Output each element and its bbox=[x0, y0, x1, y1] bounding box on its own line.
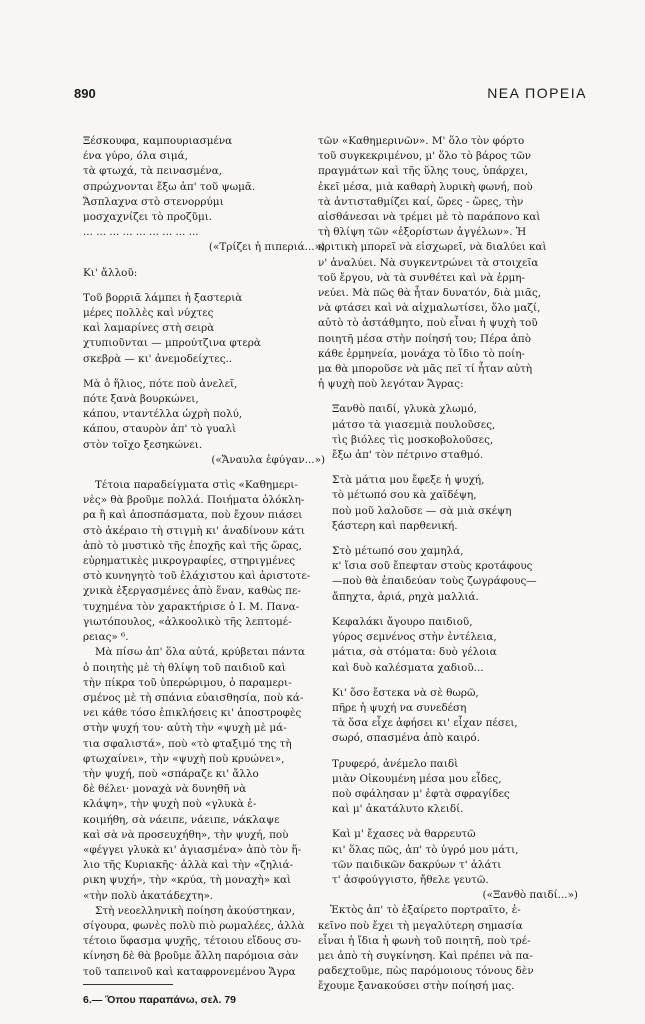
text-line: πῆρε ἡ ψυχή να συνεδέση bbox=[332, 701, 467, 714]
text-line: εἶναι ἡ ἴδια ἡ φωνὴ τοῦ ποιητῆ, ποὺ τρέ- bbox=[318, 934, 531, 947]
line-gap bbox=[318, 747, 586, 757]
text-line: Καὶ μ' ἔχασες νὰ θαρρευτῶ bbox=[332, 828, 476, 841]
text-line: Μὰ ὁ ἥλιος, πότε ποὺ ἀνελεῖ, bbox=[83, 377, 238, 390]
text-line: ἔξω ἀπ' τὸν πέτρινο σταθμό. bbox=[332, 449, 484, 462]
text-line: κι' ὅλας πῶς, ἀπ' τὸ ὑγρό μου μάτι, bbox=[332, 843, 519, 856]
text-line: Κι' ὅσο ἔστεκα νὰ σὲ θωρῶ, bbox=[332, 686, 479, 699]
text-line: κλάψη», τὴν ψυχὴ ποὺ «γλυκὰ ἐ- bbox=[83, 798, 257, 811]
text-line: ρειας» ⁶. bbox=[83, 631, 129, 644]
text-line: τὸ μέτωπό σου κὰ χαϊδέψη, bbox=[332, 489, 477, 502]
text-line: Ἐκτὸς ἀπ' τὸ ἐξαίρετο πορτραῖτο, ἐ- bbox=[330, 904, 521, 917]
text-line: κίνηση δὲ θὰ βροῦμε ἄλλη παρόμοια σὰν bbox=[83, 950, 299, 963]
text-line: καὶ σὰ νὰ προσευχήθη», τὴν ψυχή, ποὺ bbox=[83, 828, 289, 841]
text-line: στὸ ἀκέραιο τὴ στιγμὴ κι' ἀναδίνουν κάτι bbox=[83, 524, 305, 537]
text-line: ν' ἀναλύει. Νὰ συγκεντρώνει τὰ στοιχεῖα bbox=[318, 256, 539, 269]
journal-title: ΝΕΑ ΠΟΡΕΙΑ bbox=[487, 85, 587, 101]
text-line: χνικὰ ἐξεργασμένες ἀπὸ ἕναν, καθὼς πε- bbox=[83, 585, 301, 598]
page-number: 890 bbox=[74, 86, 96, 101]
line-gap bbox=[83, 468, 333, 478]
text-line: εὐρηματικὲς μικρογραφίες, στηριγμένες bbox=[83, 555, 296, 568]
text-line: νὰ φτάσει καὶ νὰ αἰχμαλωτίσει, ὅλο μαζί, bbox=[318, 302, 541, 315]
text-line: Στὴ νεοελληνικὴ ποίηση ἀκούστηκαν, bbox=[95, 904, 296, 917]
text-line: Ἄσπλαχνα στὸ στενορρύμι bbox=[83, 195, 224, 208]
text-line: κάθε ἑρμηνεία, μονάχα τὸ ἴδιο τὸ ποίη- bbox=[318, 347, 525, 360]
text-line: σμένος μὲ τὴ σπάνια εὐαισθησία, ποὺ κά- bbox=[83, 691, 304, 704]
text-line: Ξανθὸ παιδί, γλυκὰ χλωμό, bbox=[332, 403, 477, 416]
text-line: «τὴν πολὺ ἀκατάδεχτη». bbox=[83, 889, 214, 902]
text-line: στὸν τοῖχο ξεσηκώνει. bbox=[83, 438, 203, 451]
text-line: τ' ἀσφούγγιστο, ἤθελε γευτῶ. bbox=[332, 873, 489, 886]
text-line: Μὰ πίσω ἀπ' ὅλα αὐτά, κρύβεται πάντα bbox=[95, 646, 305, 659]
text-line: μει ἀπὸ τὴ συγκίνηση. Καὶ πρέπει νὰ πα- bbox=[318, 949, 533, 962]
text-line: τὴ θλίψη τῶν «ἐξορίστων ἀγγέλων». Ἡ bbox=[318, 226, 527, 239]
page-header bbox=[74, 86, 587, 108]
text-line: σπρώχνονται ἔξω ἀπ' τοῦ ψωμᾶ. bbox=[83, 180, 256, 193]
text-line: Στὸ μέτωπό σου χαμηλά, bbox=[332, 545, 464, 558]
text-line: πραγμάτων καὶ τῆς ὕλης τους, ὑπάρχει, bbox=[318, 165, 529, 178]
text-line: ένα γύρο, όλα σιμά, bbox=[83, 150, 188, 163]
footnote-rule bbox=[83, 984, 173, 985]
text-line: ... ... ... ... ... ... ... ... ... bbox=[83, 226, 199, 239]
text-line: τὰ φτωχά, τὰ πεινασμένα, bbox=[83, 165, 223, 178]
text-line: («Ἄναυλα ἐφύγαν...») bbox=[211, 453, 325, 466]
text-line: τὰ ἀντισταθμίζει καί, ὥρες - ὥρες, τὴν bbox=[318, 195, 524, 208]
text-line: ἐκεῖ μέσα, μιὰ καθαρὴ λυρικὴ φωνή, ποὺ bbox=[318, 180, 533, 193]
text-line: σίγουρα, φωνὲς πολὺ πιὸ ρωμαλέες, ἀλλὰ bbox=[83, 919, 305, 932]
text-line: Τρυφερό, ἀνέμελο παιδὶ bbox=[332, 757, 459, 770]
text-line: «φέγγει γλυκὰ κι' ἁγιασμένα» ἀπὸ τὸν ἥ- bbox=[83, 843, 302, 856]
text-line: ποιητῆ μέσα στὴν ποίησή του; Πέρα ἀπὸ bbox=[318, 332, 531, 345]
text-line: κοιμήθη, σὰ νάειπε, νάειπε, νάκλαψε bbox=[83, 813, 280, 826]
text-line: χτυπιοῦνται — μπρούτζινα φτερὰ bbox=[83, 337, 261, 350]
footnote: 6.— Ὅπου παραπάνω, σελ. 79 bbox=[83, 994, 236, 1006]
right-column bbox=[318, 134, 586, 995]
text-line: γιωτόπουλος, «ἀλκοολικὸ τῆς λεπτομέ- bbox=[83, 615, 292, 628]
text-line: μάτσο τὰ γιασεμιὰ πουλοῦσες, bbox=[332, 418, 496, 431]
text-line: τοῦ ταπεινοῦ καὶ καταφρονεμένου Ἄγρα bbox=[83, 965, 296, 978]
text-line: μιὰν Οἰκουμένη μέσα μου εἶδες, bbox=[332, 772, 502, 785]
text-line: τὴν πίκρα τοῦ ὑπερώριμου, ὁ παραμερι- bbox=[83, 676, 292, 689]
text-line: ραδεχτοῦμε, πὼς παρόμοιους τόνους δὲν bbox=[318, 965, 534, 978]
text-line: τῶν «Καθημερινῶν». Μ' ὅλο τὸν φόρτο bbox=[318, 135, 525, 147]
text-line: μέρες πολλὲς καὶ νύχτες bbox=[83, 307, 214, 320]
text-line: μάτια, σὰ στόματα: δυὸ γέλοια bbox=[332, 646, 497, 659]
text-line: («Ξανθὸ παιδί...») bbox=[482, 889, 578, 902]
line-gap bbox=[318, 534, 586, 544]
line-gap bbox=[83, 367, 333, 377]
text-line: ὁ ποιητὴς μὲ τὴ θλίψη τοῦ παιδιοῦ καὶ bbox=[83, 661, 286, 674]
text-line: νὲς» θὰ βροῦμε πολλά. Ποιήματα ὁλόκλη- bbox=[83, 494, 305, 507]
line-gap bbox=[83, 281, 333, 291]
text-line: κεῖνο ποὺ ἔχει τὴ μεγαλύτερη σημασία bbox=[318, 919, 523, 932]
text-line: τῶν παιδικῶν δακρύων τ' ἁλάτι bbox=[332, 858, 502, 871]
text-line: ἡ ψυχὴ ποὺ λεγόταν Ἄγρας: bbox=[318, 378, 464, 391]
text-line: μα θὰ μποροῦσε νὰ μᾶς πεῖ τί ἦταν αὐτὴ bbox=[318, 363, 533, 376]
text-line: τὰ ὅσα εἶχε ἀφήσει κι' εἶχαν πέσει, bbox=[332, 717, 518, 730]
text-line: αὐτὸ τὸ ἀστάθμητο, ποὺ εἶναι ἡ ψυχὴ τοῦ bbox=[318, 317, 538, 330]
text-line: κ' ἴσια σοῦ ἔπεφταν στοὺς κροτάφους bbox=[332, 560, 533, 573]
line-gap bbox=[318, 392, 586, 402]
text-line: σκεβρὰ — κι' ἀνεμοδείχτες.. bbox=[83, 352, 233, 365]
text-line: Τέτοια παραδείγματα στὶς «Καθημερι- bbox=[95, 479, 298, 492]
text-line: στὸ κυνηγητὸ τοῦ ἐλάχιστου καὶ ἀριστοτε- bbox=[83, 570, 311, 583]
text-line: κάπου, σταυρὸν ἀπ' τὸ γυαλὶ bbox=[83, 423, 237, 436]
text-line: δὲ θέλει· μοναχὰ νὰ δυνηθῆ νὰ bbox=[83, 783, 247, 796]
text-line: —ποὺ θὰ ἐπαιδεύαν τοὺς ζωγράφους— bbox=[332, 575, 537, 588]
text-line: νει κάθε τόσο ἐπικλήσεις κι' ἀποστροφὲς bbox=[83, 707, 302, 720]
text-line: νεύει. Μὰ πῶς θὰ ἦταν δυνατόν, διὰ μιᾶς, bbox=[318, 287, 542, 300]
text-line: καὶ μ' ἀκατάλυτο κλειδί. bbox=[332, 803, 464, 816]
text-line: ποὺ σφάλησαν μ' ἑφτὰ σφραγίδες bbox=[332, 787, 510, 800]
text-line: ξάστερη καὶ παρθενική. bbox=[332, 519, 458, 532]
text-line: στὴν ψυχή του· αὐτὴ τὴν «ψυχὴ μὲ μά- bbox=[83, 722, 287, 735]
text-line: ποὺ μοῦ λαλοῦσε — σὰ μιὰ σκέψη bbox=[332, 504, 512, 517]
text-line: τὶς βιόλες τὶς μοσκοβολοῦσες, bbox=[332, 433, 494, 446]
text-line: πότε ξανὰ βουρκώνει, bbox=[83, 393, 199, 406]
text-line: ρα ἢ καὶ ἀποσπάσματα, ποὺ ἔχουν πιάσει bbox=[83, 509, 303, 522]
text-line: τοῦ ἔργου, νὰ τὰ συνθέτει καὶ νὰ ἑρμη- bbox=[318, 271, 525, 284]
text-line: Κεφαλάκι ἄγουρο παιδιοῦ, bbox=[332, 615, 473, 628]
text-line: ρικη ψυχή», τὴν «κρύα, τὴ μοναχὴ» καὶ bbox=[83, 874, 292, 887]
line-gap bbox=[318, 463, 586, 473]
text-line: ἔχουμε ξανακούσει στὴν ποίησή μας. bbox=[318, 980, 515, 993]
text-line: αἰσθάνεσαι νὰ τρέμει μὲ τὸ παράπονο καὶ bbox=[318, 211, 541, 224]
text-line: λιο τῆς Κυριακῆς· ἀλλὰ καὶ τὴν «ζηλιά- bbox=[83, 859, 294, 872]
text-line: τυχημένα τὸν χαρακτήρισε ὁ Ι. Μ. Πανα- bbox=[83, 600, 300, 613]
text-line: γύρος σεμνένος στὴν ἐντέλεια, bbox=[332, 631, 497, 644]
text-line: («Τρίζει ἡ πιπεριά...») bbox=[208, 241, 325, 254]
text-line: κάπου, νταντέλλα ὡχρὴ πολύ, bbox=[83, 408, 243, 421]
text-line: τέτοιο ὕφασμα ψυχῆς, τέτοιου εἴδους συ- bbox=[83, 935, 302, 948]
line-gap bbox=[83, 256, 333, 266]
text-line: σωρό, σπασμένα ἀπὸ καιρό. bbox=[332, 732, 480, 745]
text-line: φτωχαίνει», τὴν «ψυχὴ ποὺ κρυώνει», bbox=[83, 752, 285, 765]
line-gap bbox=[318, 605, 586, 615]
text-line: τια σφαλιστά», ποὺ «τὸ φταξιμό της τὴ bbox=[83, 737, 292, 750]
text-line: ἄπηχτα, ἀριά, ρηχὰ μαλλιά. bbox=[332, 590, 479, 603]
text-line: καὶ δυὸ καλέσματα χαδιοῦ... bbox=[332, 661, 484, 674]
line-gap bbox=[318, 676, 586, 686]
text-line: κριτικὴ μπορεῖ νὰ εἰσχωρεῖ, νὰ διαλύει καὶ bbox=[318, 241, 547, 254]
text-line: Τοῦ βορριᾶ λάμπει ἡ ξαστεριὰ bbox=[83, 291, 243, 304]
text-line: Ξέσκουφα, καμπουριασμένα bbox=[83, 135, 233, 147]
text-line: Κι' ἄλλοῦ: bbox=[83, 266, 138, 279]
text-line: τοῦ συγκεκριμένου, μ' ὅλο τὸ βάρος τῶν bbox=[318, 150, 532, 163]
text-line: μοσχαχνίζει τὸ προζῦμι. bbox=[83, 211, 213, 224]
text-line: καὶ λαμαρίνες στὴ σειρὰ bbox=[83, 322, 215, 335]
text-line: τὴν ψυχή, ποὺ «σπάραζε κι' ἄλλο bbox=[83, 767, 259, 780]
text-line: Στὰ μάτια μου ἔφεξε ἡ ψυχή, bbox=[332, 474, 485, 487]
line-gap bbox=[318, 817, 586, 827]
left-column bbox=[83, 134, 333, 980]
text-line: ἀπὸ τὸ μυστικὸ τῆς ἐποχῆς καὶ τῆς ὥρας, bbox=[83, 539, 302, 552]
